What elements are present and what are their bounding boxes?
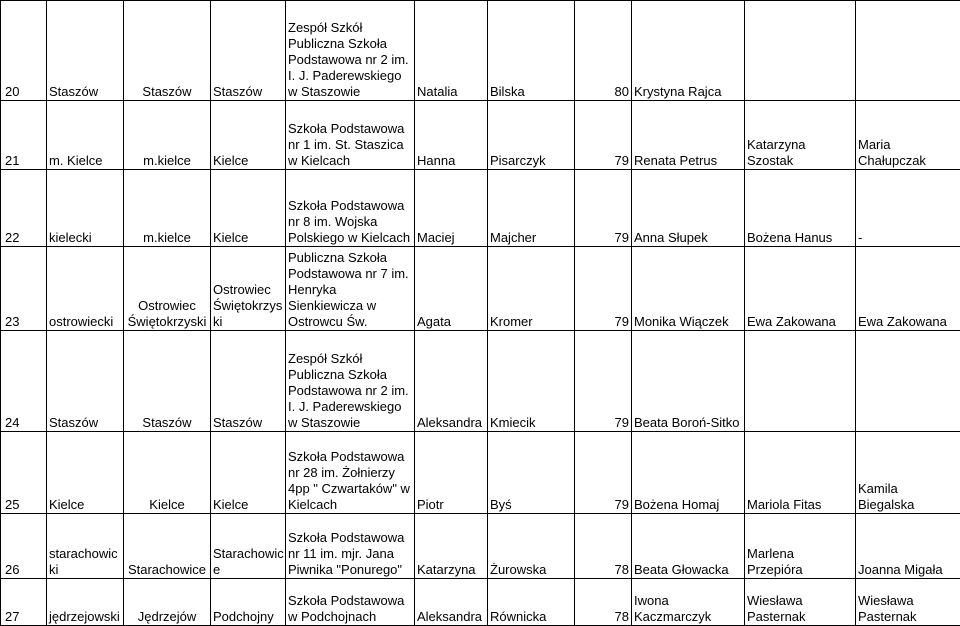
cell-gmina: Jędrzejów	[124, 579, 211, 626]
cell-nazwisko: Równicka	[488, 579, 575, 626]
cell-powiat: kielecki	[47, 170, 124, 247]
cell-powiat: Staszów	[47, 331, 124, 432]
cell-miejscowosc: Kielce	[211, 101, 286, 170]
cell-powiat: starachowic ki	[47, 514, 124, 579]
cell-lp: 20	[1, 1, 47, 101]
cell-nauczyciel-1: Beata Głowacka	[632, 514, 745, 579]
cell-gmina: m.kielce	[124, 170, 211, 247]
cell-gmina: Staszów	[124, 331, 211, 432]
table-row	[1, 514, 960, 579]
cell-lp: 24	[1, 331, 47, 432]
cell-szkola: Szkoła Podstawowa nr 8 im. Wojska Polskiego w Kielcach	[286, 170, 415, 247]
table-row	[1, 432, 960, 514]
cell-gmina: m.kielce	[124, 101, 211, 170]
cell-miejscowosc: Staszów	[211, 331, 286, 432]
cell-nauczyciel-1: Anna Słupek	[632, 170, 745, 247]
cell-nazwisko: Kmiecik	[488, 331, 575, 432]
cell-punkty: 79	[575, 101, 632, 170]
cell-gmina: Starachowice	[124, 514, 211, 579]
cell-nauczyciel-1: Renata Petrus	[632, 101, 745, 170]
cell-powiat: jędrzejowski	[47, 579, 124, 626]
cell-nauczyciel-1: Beata Boroń-Sitko	[632, 331, 745, 432]
cell-nazwisko: Byś	[488, 432, 575, 514]
cell-lp: 23	[1, 247, 47, 331]
cell-nazwisko: Bilska	[488, 1, 575, 101]
cell-punkty: 79	[575, 247, 632, 331]
cell-punkty: 79	[575, 170, 632, 247]
cell-nazwisko: Żurowska	[488, 514, 575, 579]
cell-nauczyciel-2: Katarzyna Szostak	[745, 101, 856, 170]
cell-nauczyciel-2	[745, 331, 856, 432]
cell-szkola: Szkoła Podstawowa nr 28 im. Żołnierzy 4pp " Czwartaków" w Kielcach	[286, 432, 415, 514]
cell-miejscowosc: Podchojny	[211, 579, 286, 626]
cell-szkola: Zespół Szkół Publiczna Szkoła Podstawowa nr 2 im. I. J. Paderewskiego w Staszowie	[286, 1, 415, 101]
cell-powiat: ostrowiecki	[47, 247, 124, 331]
cell-powiat: Kielce	[47, 432, 124, 514]
cell-nauczyciel-2: Bożena Hanus	[745, 170, 856, 247]
cell-nazwisko: Majcher	[488, 170, 575, 247]
cell-nauczyciel-1: Krystyna Rajca	[632, 1, 745, 101]
cell-imie: Aleksandra	[415, 331, 488, 432]
cell-nauczyciel-1: Monika Wiączek	[632, 247, 745, 331]
cell-szkola: Szkoła Podstawowa nr 1 im. St. Staszica w Kielcach	[286, 101, 415, 170]
cell-miejscowosc: Kielce	[211, 432, 286, 514]
cell-punkty: 78	[575, 514, 632, 579]
table-row	[1, 170, 960, 247]
cell-nauczyciel-2: Wiesława Pasternak	[745, 579, 856, 626]
cell-nazwisko: Kromer	[488, 247, 575, 331]
cell-punkty: 80	[575, 1, 632, 101]
cell-nauczyciel-2: Mariola Fitas	[745, 432, 856, 514]
cell-nauczyciel-1: Iwona Kaczmarczyk	[632, 579, 745, 626]
cell-imie: Hanna	[415, 101, 488, 170]
cell-punkty: 78	[575, 579, 632, 626]
cell-nauczyciel-2: Marlena Przepióra	[745, 514, 856, 579]
table-row	[1, 1, 960, 101]
table-row	[1, 579, 960, 626]
cell-punkty: 79	[575, 432, 632, 514]
cell-nauczyciel-2	[745, 1, 856, 101]
cell-nauczyciel-3: Kamila Biegalska	[856, 432, 960, 514]
cell-miejscowosc: Starachowic e	[211, 514, 286, 579]
cell-miejscowosc: Ostrowiec Świętokrzys ki	[211, 247, 286, 331]
cell-szkola: Zespół Szkół Publiczna Szkoła Podstawowa nr 2 im. I. J. Paderewskiego w Staszowie	[286, 331, 415, 432]
cell-nauczyciel-3: Ewa Zakowana	[856, 247, 960, 331]
cell-lp: 25	[1, 432, 47, 514]
cell-imie: Piotr	[415, 432, 488, 514]
cell-imie: Aleksandra	[415, 579, 488, 626]
table-row	[1, 331, 960, 432]
cell-nauczyciel-3: Maria Chałupczak	[856, 101, 960, 170]
cell-lp: 26	[1, 514, 47, 579]
cell-gmina: Ostrowiec Świętokrzyski	[124, 247, 211, 331]
table-row	[1, 101, 960, 170]
cell-gmina: Kielce	[124, 432, 211, 514]
cell-imie: Agata	[415, 247, 488, 331]
cell-imie: Natalia	[415, 1, 488, 101]
cell-miejscowosc: Kielce	[211, 170, 286, 247]
cell-powiat: m. Kielce	[47, 101, 124, 170]
cell-punkty: 79	[575, 331, 632, 432]
cell-szkola: Publiczna Szkoła Podstawowa nr 7 im. Henryka Sienkiewicza w Ostrowcu Św.	[286, 247, 415, 331]
cell-miejscowosc: Staszów	[211, 1, 286, 101]
cell-nauczyciel-1: Bożena Homaj	[632, 432, 745, 514]
cell-szkola: Szkoła Podstawowa nr 11 im. mjr. Jana Piwnika "Ponurego"	[286, 514, 415, 579]
cell-lp: 21	[1, 101, 47, 170]
cell-imie: Maciej	[415, 170, 488, 247]
cell-powiat: Staszów	[47, 1, 124, 101]
cell-lp: 22	[1, 170, 47, 247]
cell-nazwisko: Pisarczyk	[488, 101, 575, 170]
cell-nauczyciel-3: -	[856, 170, 960, 247]
cell-imie: Katarzyna	[415, 514, 488, 579]
cell-gmina: Staszów	[124, 1, 211, 101]
cell-nauczyciel-3: Wiesława Pasternak	[856, 579, 960, 626]
cell-nauczyciel-2: Ewa Zakowana	[745, 247, 856, 331]
table-row	[1, 247, 960, 331]
cell-szkola: Szkoła Podstawowa w Podchojnach	[286, 579, 415, 626]
cell-lp: 27	[1, 579, 47, 626]
cell-nauczyciel-3	[856, 331, 960, 432]
cell-nauczyciel-3: Joanna Migała	[856, 514, 960, 579]
cell-nauczyciel-3	[856, 1, 960, 101]
